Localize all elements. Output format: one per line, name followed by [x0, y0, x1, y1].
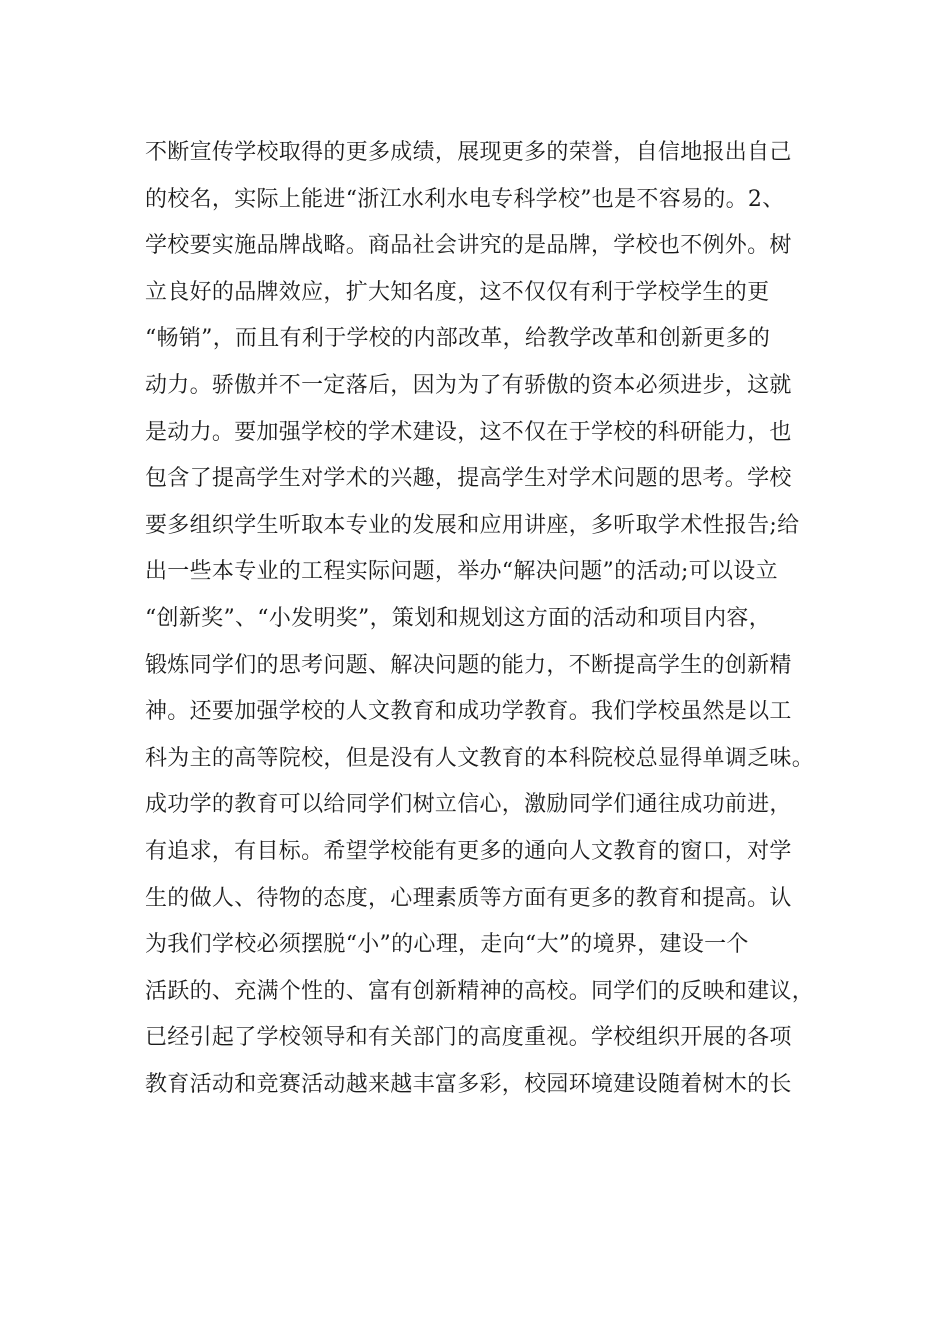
text-line: 有追求，有目标。希望学校能有更多的通向人文教育的窗口，对学 — [145, 838, 792, 864]
text-line: 为我们学校必须摆脱“小”的心理，走向“大”的境界，建设一个 — [145, 932, 749, 958]
text-line: 活跃的、充满个性的、富有创新精神的高校。同学们的反映和建议， — [145, 978, 815, 1004]
text-line: 动力。骄傲并不一定落后，因为为了有骄傲的资本必须进步，这就 — [145, 372, 792, 398]
text-line: 出一些本专业的工程实际问题，举办“解决问题”的活动;可以设立 — [145, 559, 778, 585]
text-line: 是动力。要加强学校的学术建设，这不仅在于学校的科研能力，也 — [145, 419, 792, 445]
text-line: 立良好的品牌效应，扩大知名度，这不仅仅有利于学校学生的更 — [145, 279, 770, 305]
text-line: 科为主的高等院校，但是没有人文教育的本科院校总显得单调乏味。 — [145, 745, 815, 771]
text-line: 生的做人、待物的态度，心理素质等方面有更多的教育和提高。认 — [145, 885, 792, 911]
text-line: 包含了提高学生对学术的兴趣，提高学生对学术问题的思考。学校 — [145, 466, 792, 492]
body-text — [145, 130, 815, 1108]
text-line: “畅销”，而且有利于学校的内部改革，给教学改革和创新更多的 — [145, 326, 771, 352]
text-line: 成功学的教育可以给同学们树立信心，激励同学们通往成功前进， — [145, 792, 792, 818]
text-line: “创新奖”、“小发明奖”，策划和规划这方面的活动和项目内容， — [145, 605, 771, 631]
text-line: 学校要实施品牌战略。商品社会讲究的是品牌，学校也不例外。树 — [145, 233, 792, 259]
text-line: 要多组织学生听取本专业的发展和应用讲座，多听取学术性报告;给 — [145, 512, 800, 538]
text-line: 的校名，实际上能进“浙江水利水电专科学校”也是不容易的。2、 — [145, 186, 785, 212]
text-line: 已经引起了学校领导和有关部门的高度重视。学校组织开展的各项 — [145, 1025, 792, 1051]
text-line: 不断宣传学校取得的更多成绩，展现更多的荣誉，自信地报出自己 — [145, 140, 792, 165]
text-line: 锻炼同学们的思考问题、解决问题的能力，不断提高学生的创新精 — [145, 652, 792, 678]
text-line: 教育活动和竞赛活动越来越丰富多彩，校园环境建设随着树木的长 — [145, 1071, 792, 1097]
text-line: 神。还要加强学校的人文教育和成功学教育。我们学校虽然是以工 — [145, 699, 792, 725]
